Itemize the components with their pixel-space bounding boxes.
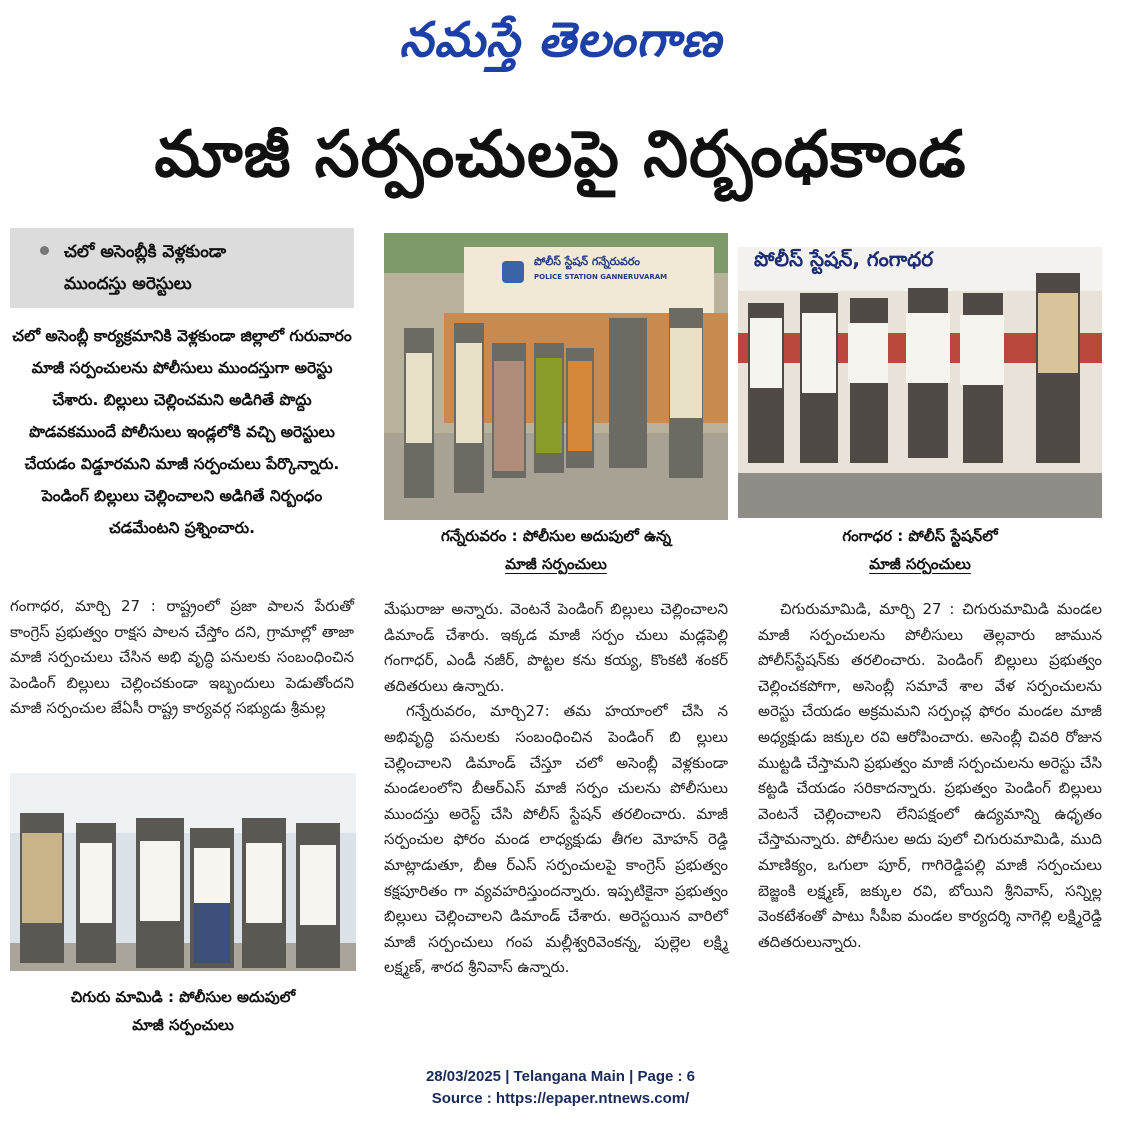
column-2-text (384, 597, 728, 981)
column-3-text: చిగురుమామిడి, మార్చి 27 : చిగురుమామిడి మండల మాజీ సర్పంచులను పోలీసులు తెల్లవారు జామున పోలీస్‌స్టేషన్‌కు తరలించారు. పెండింగ్ బిల్లులు ప్రభుత్వం చెల్లించకపోగా, అసెంబ్లీ సమావే శాల వేళ సర్పంచులను అరెస్టు చేయడం అక్రమమని సర్పంచ్ల ఫోరం మండల మాజీ అధ్యక్షుడు జక్కుల రవి ఆరోపించారు. అసెంబ్లీ చివరి రోజున ముట్టడి చేస్తామని ప్రభుత్వం మాజీ సర్పంచులను అరెస్టు చేసి కట్టడి చేయడం సరికాదన్నారు. ప్రభుత్వం పెండింగ్ బిల్లులు వెంటనే చెల్లించాలని లేనిపక్షంలో ఉద్యమాన్ని ఉధృతం చేస్తామన్నారు. పోలీసుల అదు పులో చిగురుమామిడి, ముది మాణిక్యం, ఒగులా పూర్, గాగిరెడ్డిపల్లి మాజీ సర్పంచులు బెజ్జంకి లక్ష్మణ్, జక్కుల రవి, బోయిని శ్రీనివాస్, సన్నిల్ల వెంకటేశంతో పాటు సీపీఐ మండల కార్యదర్శి నాగెల్లి లక్ష్మిరెడ్డి తదితరులున్నారు. (758, 600, 1102, 951)
footer-source: Source : https://epaper.ntnews.com/ (431, 1090, 690, 1107)
caption-line-2: మాజీ సర్పంచులు (132, 1016, 234, 1034)
footer-date-edition: 28/03/2025 | Telangana Main | Page : 6 (425, 1068, 696, 1085)
caption-line-1: గన్నేరువరం : పోలీసుల అదుపులో ఉన్న (440, 527, 672, 545)
newspaper-masthead: నమస్తే తెలంగాణ (399, 12, 722, 68)
caption-line-2: మాజీ సర్పంచులు (505, 555, 607, 573)
photo-chigurumamidi (10, 773, 356, 971)
highlight-text (64, 236, 344, 300)
station-sign-ganneruvaram: పోలీస్ స్టేషన్ గన్నేరువరం (534, 255, 640, 268)
photo-ganneruvaram (384, 233, 728, 520)
caption-line-1: గంగాధర : పోలీస్ స్టేషన్‌లో (842, 527, 998, 545)
bullet-icon (40, 246, 49, 255)
highlight-line-1: చలో అసెంబ్లీకి వెళ్లకుండా (64, 242, 227, 262)
caption-photo-ganneruvaram (384, 522, 728, 578)
article-headline: మాజీ సర్పంచులపై నిర్బంధకాండ (154, 118, 967, 192)
column-2-paragraph-2: గన్నేరువరం, మార్చి27: తమ హయాంలో చేసి న అభివృద్ధి పనులకు సంబంధించిన పెండింగ్ బి ల్లులు చెల్లించాలని డిమాండ్ చేస్తూ చలో అసెంబ్లీ వెళ్లకుండా మండలంలోని బీఆర్ఎస్ మాజీ సర్పం చులను పోలీసులు ముందస్తు అరెస్ట్ చేసి పోలీస్ స్టేషన్ తరలించారు. మాజీ సర్పంచుల ఫోరం మండ లాధ్యక్షుడు తీగల మోహన్ రెడ్డి మాట్లాడుతూ, బీఆ ర్ఎస్ సర్పంచులపై కాంగ్రెస్ ప్రభుత్వం కక్షపూరితం గా వ్యవహరిస్తుందన్నారు. ఇప్పటికైనా ప్రభుత్వం బిల్లులు చెల్లించాలని డిమాండ్ చేశారు. అరెస్టయిన వారిలో మాజీ సర్పంచులు గంప మల్లీశ్వరివెంకన్న, పుల్లెల లక్ష్మి లక్ష్మణ్, శారద శ్రీనివాస్ ఉన్నారు. (384, 702, 728, 977)
caption-line-1: చిగురు మామిడి : పోలీసుల అదుపులో (70, 988, 296, 1006)
caption-photo-gangadhara (738, 522, 1102, 578)
station-sign-ganneruvaram-en: POLICE STATION GANNERUVARAM (534, 273, 668, 281)
highlight-line-2: ముందస్తు అరెస్టులు (64, 274, 192, 294)
photo-gangadhara (738, 233, 1102, 518)
intro-paragraph: చలో అసెంబ్లీ కార్యక్రమానికి వెళ్లకుండా జిల్లాలో గురువారం మాజీ సర్పంచులను పోలీసులు ముందస్తుగా అరెస్టు చేశారు. బిల్లులు చెల్లించమని అడిగితే పొద్దు పొడవకముందే పోలీసులు ఇండ్లలోకి వచ్చి అరెస్టులు చేయడం విడ్డూరమని మాజీ సర్పంచులు పేర్కొన్నారు. పెండింగ్ బిల్లులు చెల్లించాలని అడిగితే నిర్బంధం చడమేంటని ప్రశ్నించారు. (12, 327, 352, 537)
column-1-text: గంగాధర, మార్చి 27 : రాష్ట్రంలో ప్రజా పాలన పేరుతో కాంగ్రెస్ ప్రభుత్వం రాక్షస పాలన చేస్తోం దని, గ్రామాల్లో తాజా మాజీ సర్పంచులు చేసిన అభి వృద్ధి పనులకు సంబంధించిన పెండింగ్ బిల్లులు చెల్లించకుండా ఇబ్బందులు పెడుతోందని మాజీ సర్పంచుల జేఏసీ రాష్ట్ర కార్యవర్గ సభ్యుడు శ్రీమల్ల (10, 597, 354, 718)
page-footer (0, 1066, 1121, 1110)
caption-line-2: మాజీ సర్పంచులు (869, 555, 971, 573)
highlight-box (10, 228, 354, 308)
station-sign-gangadhara: పోలీస్ స్టేషన్, గంగాధర (754, 247, 934, 271)
caption-photo-chigurumamidi (10, 983, 356, 1039)
column-2-paragraph-1: మేఘరాజు అన్నారు. వెంటనే పెండింగ్ బిల్లులు చెల్లించాలని డిమాండ్ చేశారు. ఇక్కడ మాజీ సర్పం చులు మడ్లపెల్లి గంగాధర్, ఎండీ నజీర్, పొట్టల కను కయ్య, కొంకటి శంకర్ తదితరులు ఉన్నారు. (384, 600, 728, 695)
